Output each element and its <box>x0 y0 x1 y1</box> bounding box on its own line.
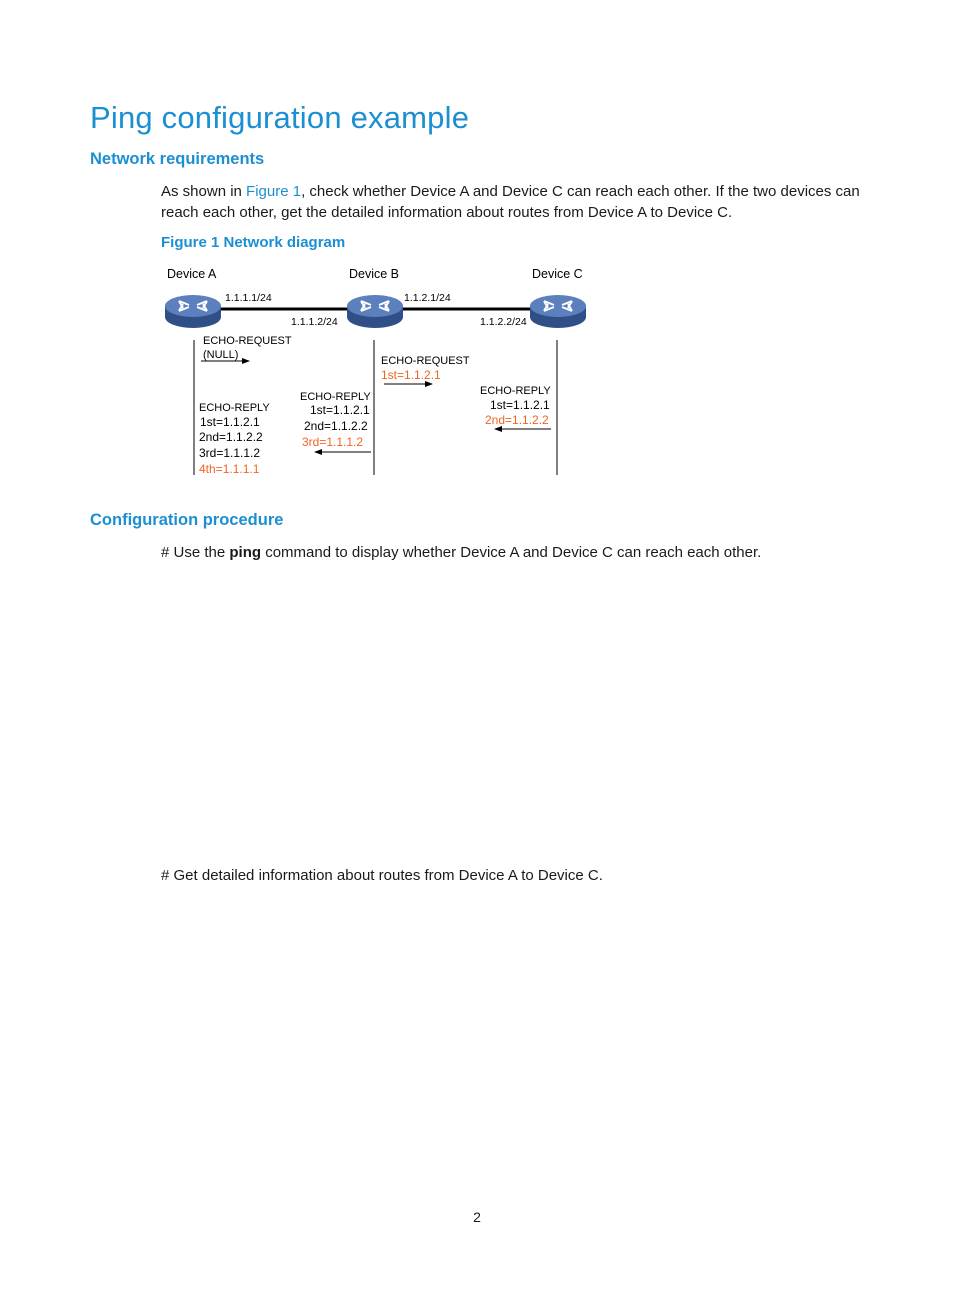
msg-label: 1st=1.1.2.1 <box>310 403 370 417</box>
figure-1-link[interactable]: Figure 1 <box>246 183 302 200</box>
msg-label: 3rd=1.1.1.2 <box>199 446 261 460</box>
msg-label: ECHO-REQUEST <box>203 335 292 347</box>
requirements-paragraph-line2: reach each other, get the detailed information about routes from Device A to Device C. <box>161 204 733 221</box>
procedure-step-1 <box>161 542 761 563</box>
msg-label: ECHO-REPLY <box>199 402 270 414</box>
router-icon <box>165 295 221 328</box>
page-number: 2 <box>473 1209 481 1225</box>
device-b-label: Device B <box>349 267 400 281</box>
msg-label: (NULL) <box>203 349 239 361</box>
para-text: As shown in <box>161 183 247 200</box>
device-c-label: Device C <box>532 267 583 281</box>
interface-label: 1.1.2.2/24 <box>480 316 527 328</box>
msg-label-highlight: 1st=1.1.2.1 <box>381 368 441 382</box>
device-a-label: Device A <box>167 267 217 281</box>
msg-label: 2nd=1.1.2.2 <box>304 419 368 433</box>
msg-label-highlight: 3rd=1.1.1.2 <box>302 435 364 449</box>
interface-label: 1.1.1.1/24 <box>225 292 272 304</box>
msg-label: 1st=1.1.2.1 <box>200 415 260 429</box>
router-icon <box>530 295 586 328</box>
step-text: # Use the <box>161 544 230 561</box>
para-text: , check whether Device A and Device C can reach each other. If the two devices can <box>301 183 860 200</box>
msg-label-highlight: 4th=1.1.1.1 <box>199 462 260 476</box>
msg-label: ECHO-REQUEST <box>381 355 470 367</box>
section-heading-network-requirements: Network requirements <box>90 150 265 168</box>
interface-label: 1.1.2.1/24 <box>404 292 451 304</box>
figure-caption: Figure 1 Network diagram <box>161 234 346 251</box>
step-text: command to display whether Device A and Device C can reach each other. <box>261 544 762 561</box>
section-heading-configuration-procedure: Configuration procedure <box>90 511 284 529</box>
msg-label-highlight: 2nd=1.1.2.2 <box>485 413 549 427</box>
msg-label: ECHO-REPLY <box>300 391 371 403</box>
msg-label: ECHO-REPLY <box>480 385 551 397</box>
router-icon <box>347 295 403 328</box>
command-name: ping <box>229 544 262 561</box>
interface-label: 1.1.1.2/24 <box>291 316 338 328</box>
network-diagram <box>0 0 954 500</box>
procedure-step-2: # Get detailed information about routes from Device A to Device C. <box>161 867 603 884</box>
msg-label: 1st=1.1.2.1 <box>490 398 550 412</box>
page-title: Ping configuration example <box>90 100 470 135</box>
msg-label: 2nd=1.1.2.2 <box>199 430 263 444</box>
